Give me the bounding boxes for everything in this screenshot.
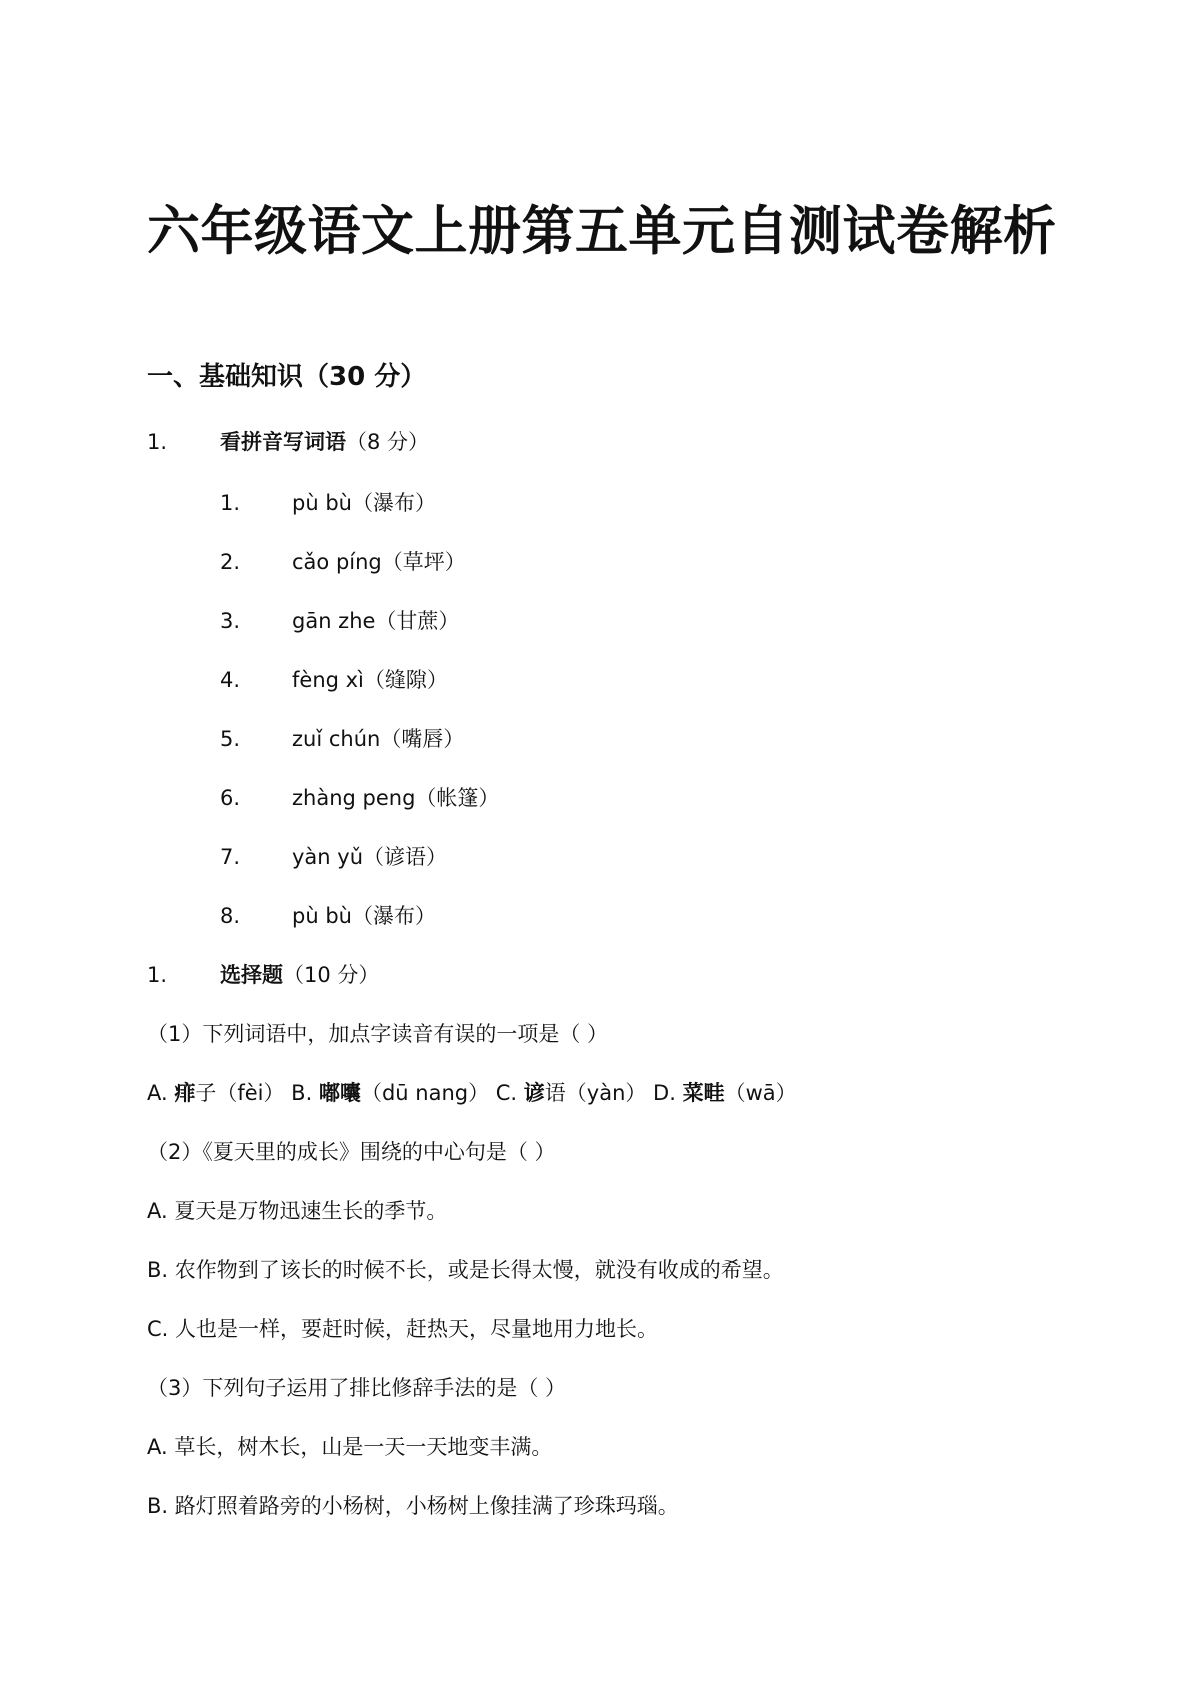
list-item-text: pù bù（瀑布） xyxy=(292,491,436,515)
list-item-number: 4. xyxy=(220,668,241,692)
list-item-number: 8. xyxy=(220,904,241,928)
list-item-text: gān zhe（甘蔗） xyxy=(292,609,460,633)
option-a: A. 草长，树木长，山是一天一天地变丰满。 xyxy=(147,1435,553,1459)
list-item-text: zuǐ chún（嘴唇） xyxy=(292,727,465,751)
option-b: B. 农作物到了该长的时候不长，或是长得太慢，就没有收成的希望。 xyxy=(147,1258,784,1282)
question-1-label: 看拼音写词语 xyxy=(220,430,346,454)
option-text: 语（yàn） D. xyxy=(544,1081,683,1105)
option-text: 子（fèi） B. xyxy=(195,1081,319,1105)
list-item-number: 6. xyxy=(220,786,241,810)
list-item-number: 1. xyxy=(220,491,241,515)
option-c: C. 人也是一样，要赶时候，赶热天，尽量地用力地长。 xyxy=(147,1317,659,1341)
page-title: 六年级语文上册第五单元自测试卷解析 xyxy=(147,201,1057,262)
list-item-text: cǎo píng（草坪） xyxy=(292,550,466,574)
option-dotted-char: 痱 xyxy=(174,1081,196,1105)
option-dotted-char: 嘟囔 xyxy=(318,1081,361,1105)
option-a: A. 夏天是万物迅速生长的季节。 xyxy=(147,1199,448,1223)
question-2-label: 选择题 xyxy=(220,963,283,987)
option-dotted-char: 谚 xyxy=(523,1081,545,1105)
question-1-number: 1. xyxy=(147,430,168,454)
sub-question-3-stem: （3）下列句子运用了排比修辞手法的是（ ） xyxy=(147,1376,567,1400)
list-item-text: fèng xì（缝隙） xyxy=(292,668,448,692)
list-item-number: 7. xyxy=(220,845,241,869)
option-text: （wā） xyxy=(724,1081,797,1105)
list-item-number: 5. xyxy=(220,727,241,751)
question-1-score: （8 分） xyxy=(346,430,430,454)
list-item-text: yàn yǔ（谚语） xyxy=(292,845,448,869)
list-item-text: pù bù（瀑布） xyxy=(292,904,436,928)
sub-question-1-options xyxy=(147,1083,797,1104)
option-b: B. 路灯照着路旁的小杨树，小杨树上像挂满了珍珠玛瑙。 xyxy=(147,1494,679,1518)
list-item-text: zhàng peng（帐篷） xyxy=(292,786,500,810)
sub-question-2-stem: （2）《夏天里的成长》围绕的中心句是（ ） xyxy=(147,1140,556,1164)
question-2-score: （10 分） xyxy=(283,963,380,987)
list-item-number: 3. xyxy=(220,609,241,633)
section-heading: 一、基础知识（30 分） xyxy=(147,362,427,392)
question-1-title xyxy=(220,432,429,453)
option-text: A. xyxy=(147,1081,175,1105)
list-item-number: 2. xyxy=(220,550,241,574)
question-2-number: 1. xyxy=(147,963,168,987)
option-dotted-char: 菜畦 xyxy=(682,1081,725,1105)
sub-question-1-stem: （1）下列词语中，加点字读音有误的一项是（ ） xyxy=(147,1022,609,1046)
question-2-title xyxy=(220,965,379,986)
option-text: （dū nang） C. xyxy=(360,1081,524,1105)
